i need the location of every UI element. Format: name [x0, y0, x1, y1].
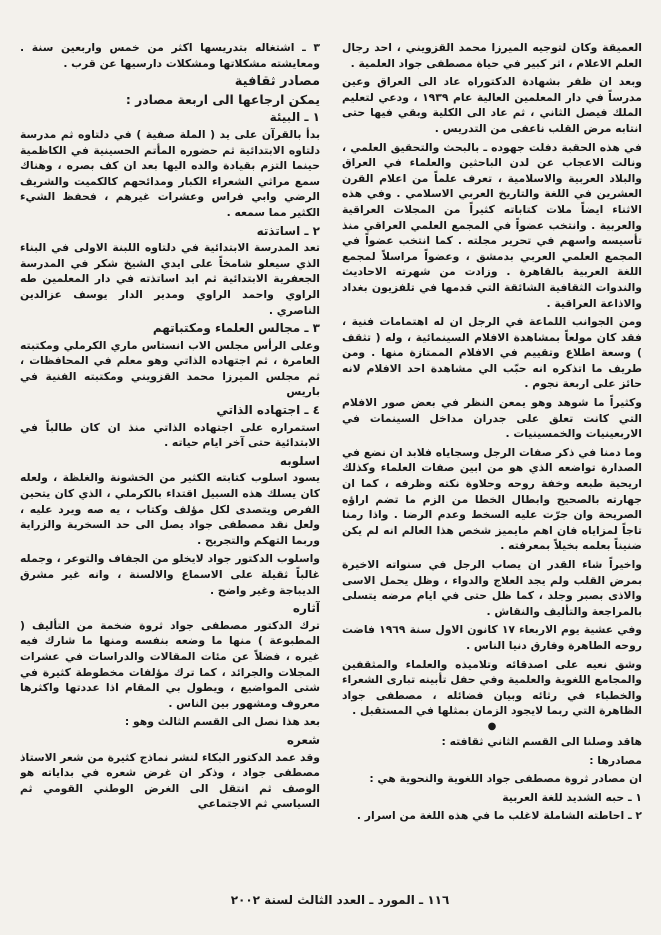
heading-councils: ٣ ـ مجالس العلماء ومكتباتهم	[152, 321, 320, 336]
paragraph: ان مصادر ثروة مصطفى جواد اللغوية والنحوية هي :	[369, 772, 642, 786]
paragraph: ترك الدكتور مصطفى جواد ثروة ضخمة من التأليف ( المطبوعة ) منها ما وضعه بنفسه ومنها ما شارك فيه غيره ، فضلاً عن مئات المقالات والدراسات في عشرات المجلات والجرائد ، كما ترك مؤلفات مخطوطة كثيرة في شتى المواضيع ، ويطول بي المقام اذا عددتها واكثرها معروف ومشهور بين الناس .	[20, 618, 320, 710]
heading-self-effort: ٤ ـ اجتهاده الذاتي	[216, 403, 320, 418]
heading-works: آثاره	[292, 601, 320, 616]
section-bullet: ●	[487, 720, 497, 732]
left-column	[20, 40, 320, 890]
footer-journal-info: ـ المورد ـ العدد الثالث لسنة ٢٠٠٢	[230, 893, 424, 907]
paragraph: في هذه الحقبة دفلت جهوده ـ بالبحث والتحقيق العلمي ، ونالت الاعجاب عن لدن الباحثين والعلماء في العراق والبلاد العربية والاسلامية ، تعرف علماً من اعلام القرن العشرين في اللغة والتاريخ العربي الاسلامي . وفي هذه الاثناء ايضاً ملات كتاباته كثيراً من المجلات العراقية والعربية . وانتخب عضواً في المجمع العلمي العراقي منذ تأسيسه واسهم في تحرير مجلته . كما انتخب عضواً في المجمع العلمي العربي بدمشق ، وعضواً مراسلاً لمجمع اللغة العربية بالقاهرة . وزادت من شهرته الاحاديث والندوات الثقافية الشائقة التي قدمها في تلفزيون بغداد والاذاعة العراقية .	[342, 140, 642, 310]
paragraph: استمراره على اجتهاده الذاتي منذ ان كان طالباً في الابتدائية حتى آخر ايام حياته .	[20, 420, 320, 450]
list-item: ٣ ـ اشتغاله بتدريسها اكثر من خمس واربعين سنة . ومعايشته مشكلاتها ومشكلات دارسيها عن قرب .	[20, 41, 320, 70]
section-subheading: يمكن ارجاعها الى اربعة مصادر :	[125, 91, 320, 107]
paragraph: وما دمنا في ذكر صفات الرجل وسجاياه فلابد ان نضع في الصدارة تواضعه الذي هو من ابين صفات العلماء وكذلك اريحية طبعه وخفة روحه وحلاوة نكته وظرفه ، كما ان جهارته بالصحيح وابطال الخطا من الزم ما تضم اراؤه الصريحة وان جرّت عليه السخط وعدم الرضا . واذا رمنا تاجاً لمزاياه فان اهم مايميز شخص هذا العالم انه لم يكن ضنيناً بعلمه بخيلاً بمعرفته .	[342, 445, 642, 553]
heading-style: اسلوبه	[279, 453, 320, 468]
page-number: ١١٦	[427, 893, 450, 907]
heading-poetry: شعره	[286, 732, 320, 747]
paragraph: واخيراً شاء القدر ان يصاب الرجل في سنواته الاخيرة بمرض القلب ولم يجد العلاج والدواء ، وظل يحمل الاسى والاذى بصبر وجلد ، كما ظل حتى في ايام مرضه يتسلى بالمراجعة والتأليف والنقاش .	[342, 558, 642, 618]
paragraph: وبعد ان ظفر بشهادة الدكتوراه عاد الى العراق وعين مدرساً في دار المعلمين العالية عام ١٩٣٩ ، ودعي لتعليم الملك فيصل الثاني ، ثم عاد الى الكلية وبقي فيها حتى انتابه مرض القلب ناعفى من التدريس .	[342, 75, 642, 135]
paragraph: وشق نعيه على اصدقائه وتلاميذه والعلماء والمثقفين والمجامع اللغوية والعلمية وفي حفل تأبينه تبارى الشعراء والخطباء في رثائه وبيان فضائله ، مصطفى جواد الظاهرة التي ربما لايجود الزمان بمثلها في المستقبل .	[342, 657, 642, 718]
paragraph: وفي عشية يوم الاربعاء ١٧ كانون الاول سنة ١٩٦٩ فاضت روحه الطاهرة وفارق دنيا الناس .	[342, 623, 642, 652]
paragraph: وعلى الرأس مجلس الاب انستاس ماري الكرملي ومكتبته العامرة ، ثم اجتهاده الذاتي وهو معلم في المحافظات ، ثم مجلس الميرزا محمد القزويني ومكتبته الفنية في باريس	[20, 338, 320, 399]
page-footer	[150, 893, 530, 907]
paragraph: مصادرها :	[589, 753, 642, 767]
list-item: ١ ـ حبه الشديد للغة العربية	[502, 790, 642, 804]
section-heading-sources: مصادر ثقافية	[234, 74, 320, 90]
paragraph: بدأ بالقرآن على يد ( الملة صفية ) في دلتاوه ثم مدرسة دلتاوه الابتدائية ثم حضوره المأتم الحسينية في الكاظمية حينما التزم بقيادة والده اليها بعد ان كف بصره ، وهناك سمع مراثي الشعراء الكبار ومدائحهم كالكميت والشريف الرضي وابي فراس وعشرات غيرهم ، فحفظ الشيء الكثير مما سمعه .	[20, 127, 320, 219]
paragraph: يسود اسلوب كتابته الكثير من الخشونة والغلظة ، ولعله كان يسلك هذه السبيل اقتداء بالكرملي ، الذي كان يتحين الفرص ويتصدى لكل مؤلف وكتاب ، يه صه ويرد عليه ، ولعل نقد مصطفى جواد يصل الى حد السخرية والزراية وربما التهكم والتجريح .	[20, 471, 320, 547]
paragraph: بعد هذا نصل الى القسم الثالث وهو :	[124, 715, 320, 729]
paragraph: العميقة وكان لتوجيه الميرزا محمد القزويني ، احد رجال العلم الاعلام ، اثر كبير في حياة مصطفى جواد العلمية .	[342, 41, 642, 70]
paragraph: واسلوب الدكتور جواد لايخلو من الجفاف والتوعر ، وجمله غالباً ثقيلة على الاسماع والالسنة ، وانه غير مشرق الديباجة وغير واضح .	[20, 552, 320, 597]
paragraph: وقد عمد الدكتور البكاء لنشر نماذج كثيرة من شعر الاستاذ مصطفى جواد ، وذكر ان غرض شعره في بداياته هو الوصف ثم انتقل الى الغرض الوطني القومي ثم السياسي ثم الاجتماعي	[20, 750, 320, 811]
paragraph: تعد المدرسة الابتدائية في دلتاوه اللبنة الاولى في البناء الذي سيعلو شامخاً على ايدي الشيخ شكر في المدرسة الجعفرية الابتدائية ثم ابد اساتذته في دار المعلمين طه الراوي واحمد الراوي ومدير الدار يوسف عزالدين الناصري .	[20, 241, 320, 317]
heading-teachers: ٢ ـ اساتذته	[256, 223, 320, 238]
paragraph: وكثيراً ما شوهد وهو يمعن النظر في بعض صور الافلام التي كانت تعلق على جدران مداخل السينمات في الاربعينيات والخمسينيات .	[342, 396, 642, 441]
list-item: ٢ ـ احاطته الشاملة لاغلب ما في هذه اللغة من اسرار .	[356, 809, 642, 823]
right-column	[342, 40, 642, 890]
paragraph: ومن الجوانب اللماعة في الرجل ان له اهتمامات فنية ، فقد كان مولعاً بمشاهدة الافلام السينمائية ، وله ( تثقف ) وسعة اطلاع وتقييم في الافلام الممتازة منها . ومن طريف ما اتذكره انه حبّب الي مشاهدة احد الافلام لانه حائز على اربعة نجوم .	[342, 315, 642, 391]
paragraph: هاقد وصلنا الى القسم الثاني ثقافته :	[441, 734, 642, 748]
heading-environment: ١ ـ البيئة	[269, 110, 320, 125]
